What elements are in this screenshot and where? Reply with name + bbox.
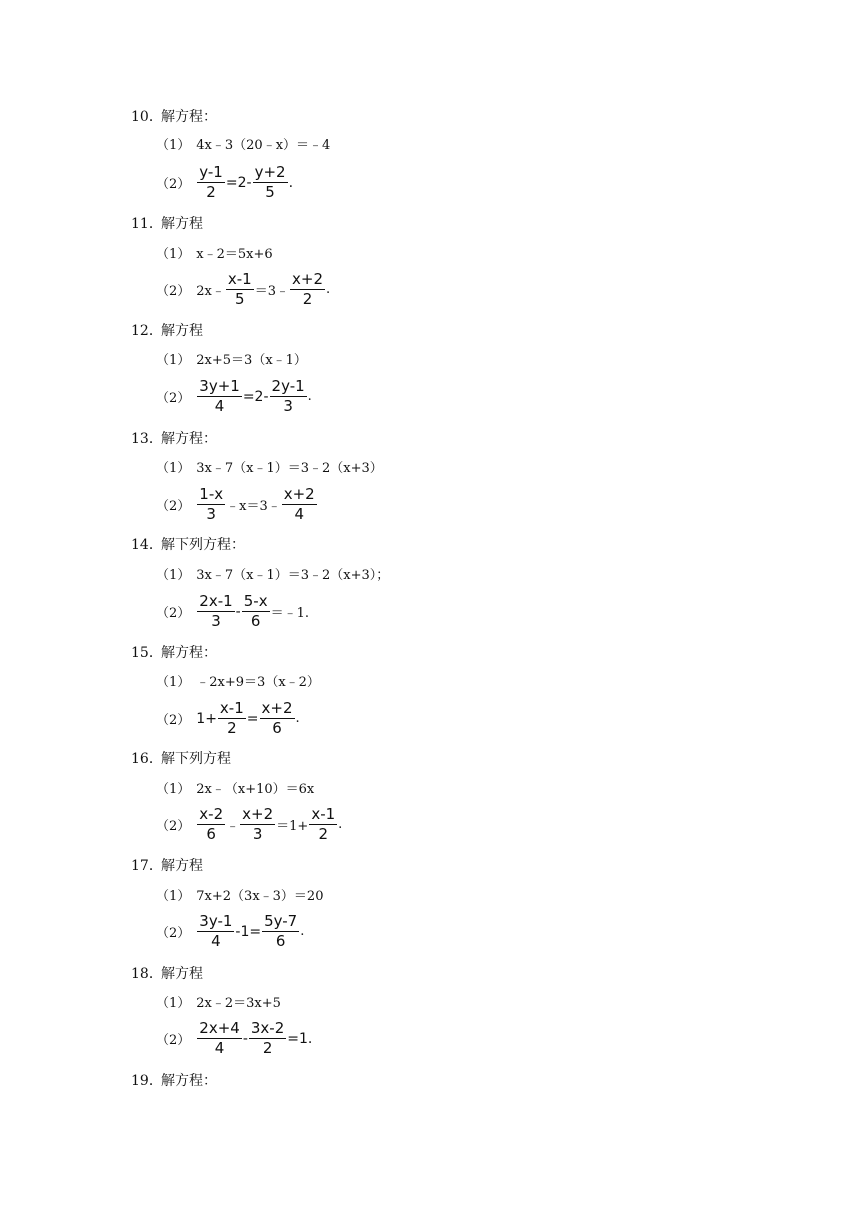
- numerator: 2x-1: [199, 592, 233, 610]
- denominator: 2: [262, 1039, 273, 1057]
- numerator: 3y+1: [199, 377, 240, 395]
- denominator: 3: [252, 825, 263, 843]
- equation-text: 3x﹣7（x﹣1）＝3﹣2（x+3）；: [196, 568, 390, 583]
- equation-text: ﹣2x+9＝3（x﹣2）: [196, 675, 320, 690]
- problem-number: 14．: [131, 537, 163, 553]
- equation-text: 3x﹣7（x﹣1）＝3﹣2（x+3）: [196, 461, 383, 476]
- problem-12-part-2: [156, 378, 312, 415]
- problem-number: 19．: [131, 1073, 163, 1089]
- problem-17-heading: [131, 855, 203, 875]
- fraction: [197, 806, 225, 843]
- fraction: [197, 913, 234, 950]
- denominator: 4: [294, 505, 304, 523]
- problem-16-part-2: [156, 806, 342, 843]
- numerator: 2x+4: [199, 1019, 240, 1037]
- numerator: 5y-7: [264, 912, 298, 930]
- equation-end: .: [307, 389, 312, 404]
- denominator: 2: [227, 719, 237, 737]
- equation-text: ﹣: [226, 819, 240, 834]
- denominator: 3: [206, 505, 216, 523]
- part-tag: （1）: [156, 782, 191, 797]
- denominator: 5: [265, 183, 275, 201]
- problem-14-part-2: [156, 593, 309, 630]
- equation-text: 2x﹣2＝3x+5: [196, 996, 281, 1011]
- equation-text: 1+: [196, 710, 217, 727]
- fraction: [249, 1020, 286, 1057]
- problem-number: 16．: [131, 751, 163, 767]
- problem-10-heading: [131, 106, 217, 126]
- problem-18-part-2: [156, 1020, 312, 1057]
- denominator: 5: [235, 290, 245, 308]
- fraction: [270, 378, 307, 415]
- denominator: 4: [214, 1039, 225, 1057]
- numerator: x+2: [292, 270, 324, 288]
- fraction: [290, 271, 325, 308]
- numerator: 1-x: [199, 485, 224, 503]
- problem-11-heading: [131, 213, 203, 233]
- problem-15-part-2: [156, 700, 300, 737]
- fraction: [197, 164, 225, 201]
- equation-text: -: [242, 1030, 248, 1047]
- part-tag: （2）: [156, 499, 191, 514]
- denominator: 3: [283, 397, 293, 415]
- denominator: 2: [318, 825, 328, 843]
- numerator: x+2: [261, 699, 293, 717]
- part-tag: （1）: [156, 675, 191, 690]
- equation-end: =1.: [287, 1030, 313, 1047]
- numerator: x-1: [219, 699, 244, 717]
- problem-12-part-1: [156, 349, 307, 368]
- numerator: 5-x: [243, 592, 268, 610]
- part-tag: （2）: [156, 391, 191, 406]
- problem-10-part-1: [156, 134, 330, 153]
- equation-end: .: [295, 711, 300, 726]
- denominator: 2: [206, 183, 216, 201]
- part-tag: （2）: [156, 819, 191, 834]
- fraction: [197, 1020, 242, 1057]
- problem-13-heading: [131, 428, 217, 448]
- denominator: 2: [302, 290, 313, 308]
- part-tag: （2）: [156, 606, 191, 621]
- fraction: [197, 593, 234, 630]
- equation-text: 7x+2（3x﹣3）＝20: [196, 889, 324, 904]
- problem-18-heading: [131, 963, 203, 983]
- equation-text: -: [235, 603, 241, 620]
- equation-text: =2-: [225, 174, 252, 191]
- problem-title: 解下列方程：: [161, 537, 245, 553]
- problem-number: 18．: [131, 966, 163, 982]
- denominator: 6: [275, 932, 286, 950]
- problem-13-part-2: [156, 486, 318, 523]
- fraction: [240, 806, 275, 843]
- numerator: 3y-1: [199, 912, 233, 930]
- equation-end: ＝﹣1.: [270, 606, 309, 621]
- part-tag: （2）: [156, 177, 191, 192]
- problem-title: 解下列方程: [161, 751, 231, 767]
- numerator: 2y-1: [271, 377, 305, 395]
- numerator: x-1: [311, 805, 336, 823]
- problem-number: 15．: [131, 645, 163, 661]
- problem-14-heading: [131, 534, 245, 554]
- part-tag: （1）: [156, 461, 191, 476]
- denominator: 6: [272, 719, 282, 737]
- numerator: 3x-2: [250, 1019, 285, 1037]
- equation-text: =2-: [242, 388, 269, 405]
- denominator: 4: [211, 932, 221, 950]
- numerator: y-1: [199, 163, 223, 181]
- problem-16-part-1: [156, 778, 314, 797]
- problem-number: 12．: [131, 323, 163, 339]
- numerator: x+2: [242, 805, 274, 823]
- equation-end: .: [288, 174, 294, 191]
- part-tag: （2）: [156, 284, 191, 299]
- fraction: [242, 593, 270, 630]
- equation-text: ＝3﹣: [254, 284, 290, 299]
- problem-title: 解方程: [161, 216, 203, 232]
- problem-12-heading: [131, 320, 203, 340]
- equation-text: ＝1+: [276, 819, 309, 834]
- denominator: 4: [214, 397, 225, 415]
- problem-number: 11．: [131, 216, 163, 232]
- equation-end: .: [326, 282, 331, 297]
- fraction: [197, 378, 242, 415]
- denominator: 6: [206, 825, 216, 843]
- problem-11-part-2: [156, 271, 330, 308]
- equation-text: -1=: [235, 923, 262, 940]
- fraction: [260, 700, 295, 737]
- problem-17-part-1: [156, 885, 323, 904]
- numerator: x+2: [283, 485, 315, 503]
- problem-title: 解方程: [161, 966, 203, 982]
- part-tag: （1）: [156, 353, 191, 368]
- fraction: [262, 913, 299, 950]
- part-tag: （1）: [156, 889, 191, 904]
- problem-15-heading: [131, 642, 217, 662]
- numerator: x-1: [227, 270, 252, 288]
- equation-text: 2x﹣: [196, 284, 225, 299]
- problem-number: 17．: [131, 858, 163, 874]
- problem-title: 解方程：: [161, 109, 217, 125]
- denominator: 3: [211, 612, 221, 630]
- equation-text: =: [246, 710, 259, 727]
- equation-end: .: [300, 924, 305, 939]
- problem-title: 解方程: [161, 323, 203, 339]
- problem-18-part-1: [156, 992, 281, 1011]
- problem-16-heading: [131, 748, 231, 768]
- numerator: y+2: [254, 163, 286, 181]
- problem-title: 解方程：: [161, 1073, 217, 1089]
- part-tag: （1）: [156, 247, 191, 262]
- part-tag: （1）: [156, 568, 191, 583]
- fraction: [226, 271, 254, 308]
- fraction: [309, 806, 337, 843]
- problem-15-part-1: [156, 671, 320, 690]
- problem-title: 解方程：: [161, 431, 217, 447]
- equation-text: 4x﹣3（20﹣x）＝﹣4: [196, 138, 331, 153]
- problem-13-part-1: [156, 457, 383, 476]
- problem-11-part-1: [156, 243, 273, 262]
- part-tag: （2）: [156, 713, 191, 728]
- problem-number: 10．: [131, 109, 163, 125]
- fraction: [218, 700, 246, 737]
- part-tag: （1）: [156, 138, 191, 153]
- problem-14-part-1: [156, 564, 389, 583]
- part-tag: （2）: [156, 926, 191, 941]
- problem-10-part-2: [156, 164, 293, 201]
- part-tag: （2）: [156, 1033, 191, 1048]
- problem-title: 解方程: [161, 858, 203, 874]
- problem-19-heading: [131, 1070, 217, 1090]
- fraction: [253, 164, 288, 201]
- problem-title: 解方程：: [161, 645, 217, 661]
- equation-text: 2x﹣（x+10）＝6x: [196, 782, 315, 797]
- equation-text: x﹣2＝5x+6: [196, 247, 273, 262]
- problem-17-part-2: [156, 913, 304, 950]
- part-tag: （1）: [156, 996, 191, 1011]
- equation-text: 2x+5＝3（x﹣1）: [196, 353, 307, 368]
- fraction: [282, 486, 317, 523]
- problem-number: 13．: [131, 431, 163, 447]
- equation-text: ﹣x＝3﹣: [226, 499, 281, 514]
- denominator: 6: [250, 612, 261, 630]
- fraction: [197, 486, 225, 523]
- numerator: x-2: [199, 805, 224, 823]
- equation-end: .: [338, 817, 343, 832]
